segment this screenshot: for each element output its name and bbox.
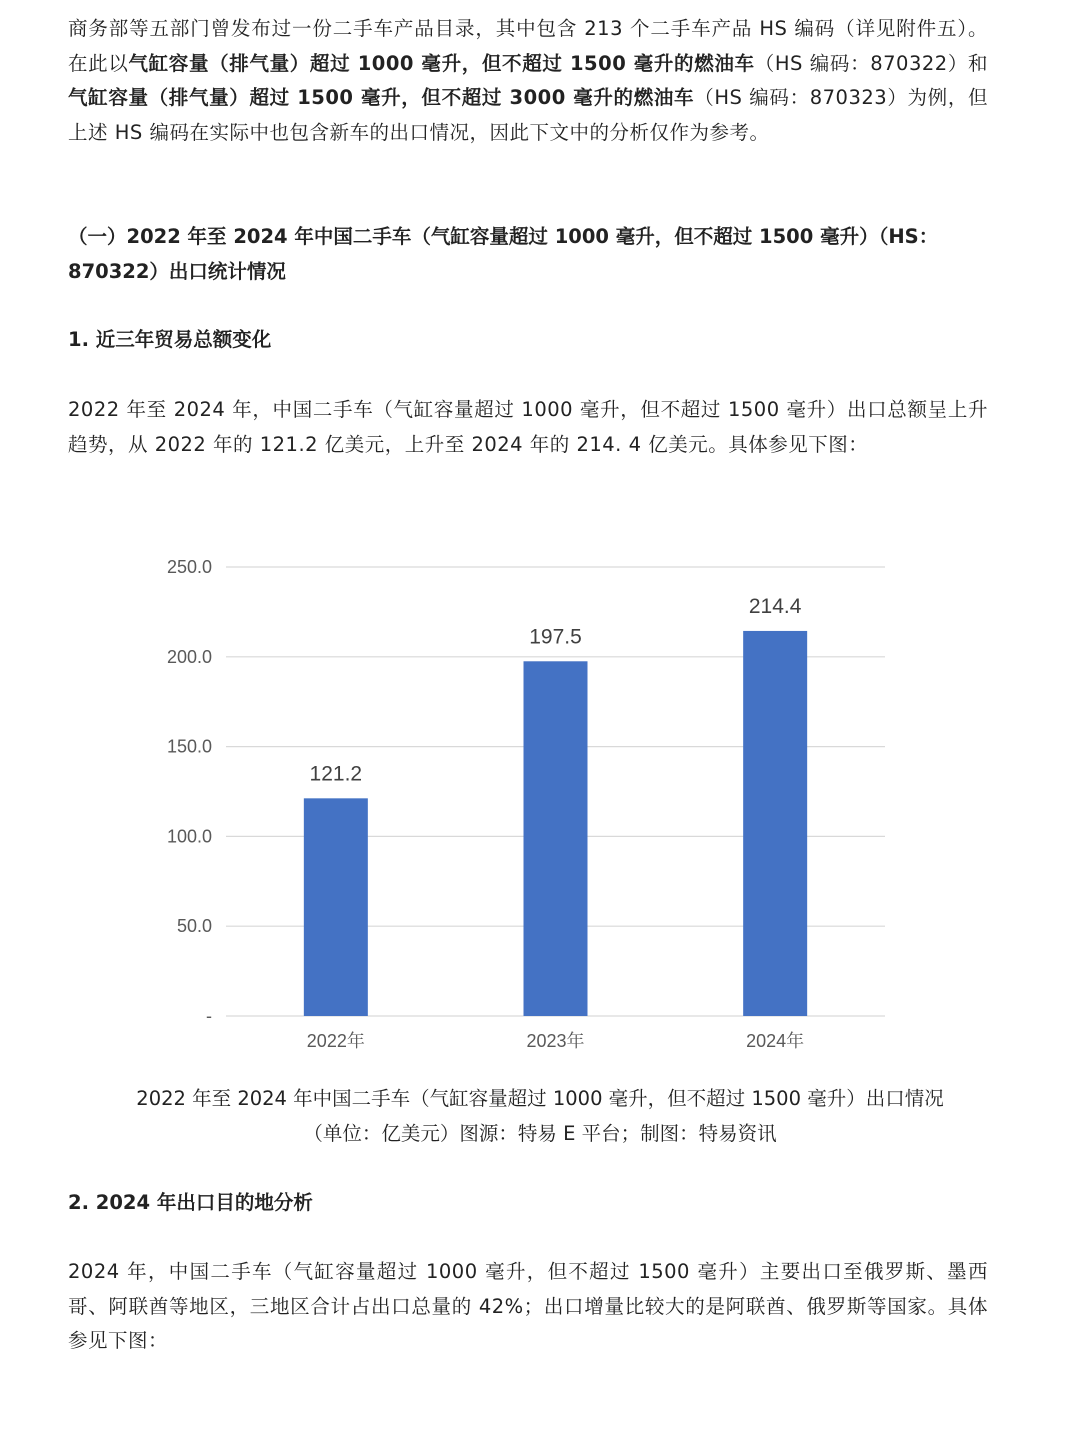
bar-value-label: 197.5	[529, 625, 582, 649]
intro-bold-2: 气缸容量（排气量）超过 1500 毫升，但不超过 3000 毫升的燃油车	[68, 86, 695, 109]
subsection-2-title: 2. 2024 年出口目的地分析	[68, 1191, 313, 1214]
x-tick-label: 2024年	[746, 1031, 805, 1051]
intro-bold-1: 气缸容量（排气量）超过 1000 毫升，但不超过 1500 毫升的燃油车	[128, 51, 755, 75]
chart-caption-line-2: （单位：亿美元）图源：特易 E 平台；制图：特易资讯	[303, 1122, 777, 1145]
section-heading: （一）2022 年至 2024 年中国二手车（气缸容量超过 1000 毫升，但不超过 1500 毫升）（HS：870322）出口统计情况	[68, 225, 939, 283]
intro-text-1: 商务部等五部门曾发布过一份二手车产品目录，其中包含 213 个二手车产品 HS 编码（详见附件五）。在此以	[68, 17, 988, 75]
subsection-2-paragraph: 2024 年，中国二手车（气缸容量超过 1000 毫升，但不超过 1500 毫升）主要出口至俄罗斯、墨西哥、阿联酋等地区，三地区合计占出口总量的 42%；出口增量比较大的是阿联酋、俄罗斯等国家。具体参见下图：	[68, 1260, 988, 1352]
bar	[524, 661, 588, 1016]
chart-bars	[304, 631, 807, 1016]
intro-paragraph	[68, 12, 988, 150]
y-tick-label: 50.0	[176, 916, 212, 937]
y-tick-label: 150.0	[166, 736, 212, 757]
subsection-1-title: 1. 近三年贸易总额变化	[68, 328, 272, 351]
y-tick-label: 100.0	[166, 826, 212, 847]
y-tick-label: 200.0	[166, 646, 212, 667]
intro-text-3: （HS 编码：870323）为例，但上述 HS 编码在实际中也包含新车的出口情况，因此下文中的分析仅作为参考。	[68, 86, 988, 144]
chart-caption-line-1: 2022 年至 2024 年中国二手车（气缸容量超过 1000 毫升，但不超过 1500 毫升）出口情况	[136, 1087, 944, 1110]
subsection-1-paragraph: 2022 年至 2024 年，中国二手车（气缸容量超过 1000 毫升，但不超过 1500 毫升）出口总额呈上升趋势，从 2022 年的 121.2 亿美元，上升至 2024 年的 214. 4 亿美元。具体参见下图：	[68, 398, 988, 456]
bar-value-label: 214.4	[748, 594, 802, 618]
x-tick-label: 2023年	[526, 1031, 585, 1051]
bar	[743, 631, 807, 1016]
bar	[304, 798, 368, 1016]
y-tick-label: 250.0	[166, 557, 212, 577]
bar-value-label: 121.2	[309, 762, 363, 786]
intro-text-2: （HS 编码：870322）和	[754, 51, 988, 75]
x-tick-label: 2022年	[306, 1031, 365, 1051]
y-tick-label: -	[206, 1006, 212, 1026]
chart-labels	[167, 557, 804, 1051]
bar-chart	[130, 540, 900, 1060]
